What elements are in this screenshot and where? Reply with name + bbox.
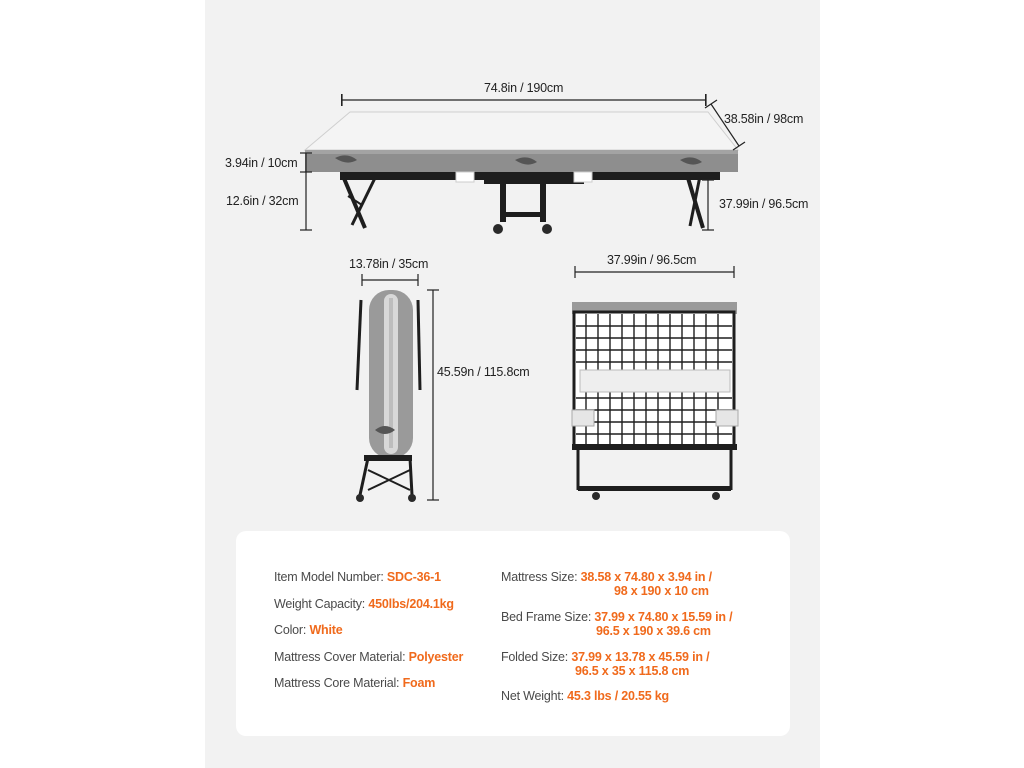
spec-mattress-size-line1: 38.58 x 74.80 x 3.94 in / [580, 570, 712, 584]
spec-cover-label: Mattress Cover Material: [274, 650, 406, 664]
dim-frame-height: 12.6in / 32cm [226, 194, 299, 208]
dim-top-length: 74.8in / 190cm [484, 81, 564, 95]
spec-mattress-size [501, 570, 712, 598]
spec-frame-size-line2: 96.5 x 190 x 39.6 cm [596, 624, 711, 638]
spec-net-weight-label: Net Weight: [501, 689, 564, 703]
spec-color-value: White [309, 623, 343, 637]
spec-cover-value: Polyester [408, 650, 464, 664]
dim-mattress-thickness: 3.94in / 10cm [225, 156, 298, 170]
spec-folded-size-line2: 96.5 x 35 x 115.8 cm [575, 664, 690, 678]
spec-net-weight-value: 45.3 lbs / 20.55 kg [567, 689, 669, 703]
dim-folded-depth: 13.78in / 35cm [349, 257, 429, 271]
spec-capacity-value: 450lbs/204.1kg [368, 597, 454, 611]
folded-front-view [572, 302, 738, 500]
spec-model-label: Item Model Number: [274, 570, 384, 584]
spec-core [274, 676, 435, 690]
spec-capacity-label: Weight Capacity: [274, 597, 366, 611]
spec-folded-size-label: Folded Size: [501, 650, 569, 664]
spec-folded-size-line1: 37.99 x 13.78 x 45.59 in / [571, 650, 710, 664]
spec-folded-size [501, 650, 709, 678]
spec-frame-size-line1: 37.99 x 74.80 x 15.59 in / [594, 610, 733, 624]
dim-folded-width: 37.99in / 96.5cm [607, 253, 697, 267]
spec-core-value: Foam [402, 676, 436, 690]
dim-leg-width: 37.99in / 96.5cm [719, 197, 809, 211]
spec-frame-size-label: Bed Frame Size: [501, 610, 592, 624]
spec-color-label: Color: [274, 623, 307, 637]
spec-frame-size [501, 610, 732, 638]
spec-model [274, 570, 441, 584]
spec-color [274, 623, 342, 637]
spec-mattress-size-line2: 98 x 190 x 10 cm [614, 584, 709, 598]
spec-core-label: Mattress Core Material: [274, 676, 400, 690]
spec-net-weight [501, 689, 669, 703]
unfolded-bed [305, 112, 738, 234]
spec-capacity [274, 597, 454, 611]
folded-side-view [356, 290, 420, 502]
dim-top-width: 38.58in / 98cm [724, 112, 804, 126]
spec-cover [274, 650, 463, 664]
spec-mattress-size-label: Mattress Size: [501, 570, 578, 584]
dim-folded-height: 45.59n / 115.8cm [437, 365, 530, 379]
spec-model-value: SDC-36-1 [386, 570, 441, 584]
